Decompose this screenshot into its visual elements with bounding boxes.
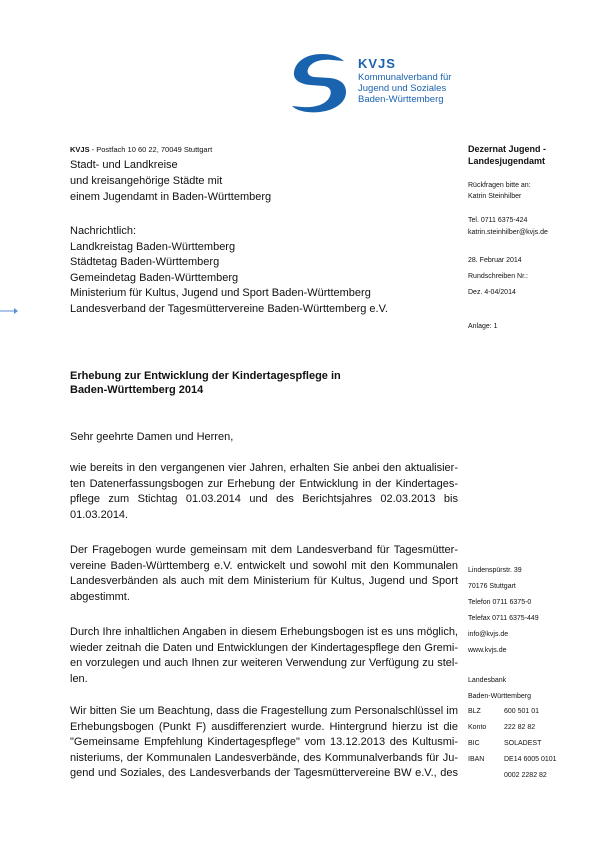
paragraph-line: en vorzulegen und auch Ihnen zur weiteren Verwendung zur Verfügung zu stel- — [70, 657, 458, 670]
office-email[interactable]: info@kvjs.de — [468, 631, 509, 638]
bank-row — [468, 756, 557, 763]
circular-number: Dez. 4-04/2014 — [468, 289, 516, 296]
paragraph-line: Wir bitten Sie um Beachtung, dass die Fragestellung zum Personalschlüssel im — [70, 705, 458, 717]
paragraph-line: wie bereits in den vergangenen vier Jahren, erhalten Sie anbei den aktualisier- — [70, 462, 458, 474]
circular-label: Rundschreiben Nr.: — [468, 273, 528, 280]
office-phone: Telefon 0711 6375-0 — [468, 599, 532, 606]
cc-line: Ministerium für Kultus, Jugend und Sport Baden-Württemberg — [70, 287, 371, 299]
bank-value: 600 501 01 — [504, 708, 540, 715]
paragraph-line: Landesverbänden als auch mit dem Ministerium für Kultus, Jugend und Sport — [70, 575, 458, 588]
bank-key: Konto — [468, 724, 487, 731]
logo-title: KVJS — [358, 56, 396, 71]
bank-value: 0002 2282 82 — [504, 772, 547, 779]
attachment: Anlage: 1 — [468, 323, 498, 330]
paragraph-line: Erhebungsbogen (Punkt F) ausdifferenziert wurde. Hintergrund hierzu ist die — [70, 720, 458, 733]
paragraph-line: pflege zum Stichtag 01.03.2014 und des Berichtsjahres 02.03.2013 bis — [70, 493, 458, 506]
paragraph-line: gend und Soziales, des Landesverbands der Tagesmüttervereine BW e.V., des — [70, 767, 458, 780]
bank-value: 222 82 82 — [504, 724, 536, 731]
logo-subtitle-line: Jugend und Soziales — [358, 83, 447, 94]
cc-line: Städtetag Baden-Württemberg — [70, 256, 220, 268]
bank-key: BLZ — [468, 708, 481, 715]
letter-date: 28. Februar 2014 — [468, 257, 522, 264]
paragraph-line: Durch Ihre inhaltlichen Angaben in diesem Erhebungsbogen ist es uns möglich, — [70, 626, 458, 638]
bank-key: BIC — [468, 740, 480, 747]
cc-line: Landkreistag Baden-Württemberg — [70, 240, 236, 253]
bank-row — [468, 772, 547, 779]
bank-name: Landesbank — [468, 677, 507, 684]
department — [468, 143, 546, 167]
cc-line: Landesverband der Tagesmüttervereine Baden-Württemberg e.V. — [70, 302, 388, 315]
contact-phone: Tel. 0711 6375-424 — [468, 217, 528, 224]
recipient-block — [70, 157, 271, 205]
paragraph-line: 01.03.2014. — [70, 508, 129, 521]
paragraph — [70, 543, 458, 605]
paragraph — [70, 625, 458, 687]
department-line: Landesjugendamt — [468, 156, 546, 166]
office-street: Lindenspürstr. 39 — [468, 567, 522, 574]
contact-name: Katrin Steinhilber — [468, 193, 522, 200]
bank-row — [468, 724, 535, 731]
paragraph-line: "Gemeinsame Empfehlung Kindertagespflege" vom 13.12.2013 des Kultusmi- — [70, 736, 458, 749]
bank-value: DE14 6005 0101 — [504, 756, 557, 763]
bank-value: SOLADEST — [504, 740, 542, 747]
subject-line: Erhebung zur Entwicklung der Kindertagespflege in — [70, 370, 341, 382]
recipient-line: einem Jugendamt in Baden-Württemberg — [70, 191, 272, 203]
letter-subject — [70, 369, 450, 397]
subject-line: Baden-Württemberg 2014 — [70, 384, 204, 396]
office-website[interactable]: www.kvjs.de — [468, 647, 507, 654]
bank-row — [468, 740, 541, 747]
paragraph-line: abgestimmt. — [70, 590, 130, 603]
bank-key: IBAN — [468, 756, 485, 763]
sender-address: - Postfach 10 60 22, 70049 Stuttgart — [89, 145, 213, 154]
office-fax: Telefax 0711 6375-449 — [468, 615, 539, 622]
fold-mark-arrow-icon — [0, 306, 18, 316]
paragraph-line: Der Fragebogen wurde gemeinsam mit dem Landesverband für Tagesmütter- — [70, 544, 458, 556]
kvjs-logo-icon — [288, 50, 352, 114]
contact-email[interactable]: katrin.steinhilber@kvjs.de — [468, 229, 548, 236]
contact-label: Rückfragen bitte an: — [468, 182, 531, 189]
recipient-line: Stadt- und Landkreise — [70, 159, 178, 171]
paragraph — [70, 704, 458, 782]
logo-subtitle-line: Baden-Württemberg — [358, 94, 444, 105]
paragraph — [70, 461, 458, 523]
department-line: Dezernat Jugend - — [468, 144, 547, 154]
sender-line — [70, 145, 212, 154]
paragraph-line: ten Datenerfassungsbogen zur Erhebung der Entwicklung in der Kindertages- — [70, 477, 458, 490]
paragraph-line: nisteriums, der Kommunalen Landesverbände, des Kommunalverbands für Ju- — [70, 751, 458, 764]
cc-block — [70, 224, 388, 317]
paragraph-line: vereine Baden-Württemberg e.V. entwickelt und sowohl mit den Kommunalen — [70, 559, 458, 572]
paragraph-line: wieder zeitnah die Daten und Entwicklungen der Kindertagespflege den Gremi- — [70, 641, 458, 654]
office-city: 70176 Stuttgart — [468, 583, 516, 590]
logo-subtitle — [358, 72, 451, 105]
cc-line: Gemeindetag Baden-Württemberg — [70, 271, 239, 284]
cc-heading: Nachrichtlich: — [70, 225, 137, 237]
sender-org: KVJS — [70, 145, 90, 154]
recipient-line: und kreisangehörige Städte mit — [70, 175, 223, 187]
paragraph-line: len. — [70, 672, 88, 685]
logo-subtitle-line: Kommunalverband für — [358, 72, 452, 83]
bank-row — [468, 708, 539, 715]
bank-name-2: Baden-Württemberg — [468, 693, 532, 700]
greeting: Sehr geehrte Damen und Herren, — [70, 431, 234, 443]
